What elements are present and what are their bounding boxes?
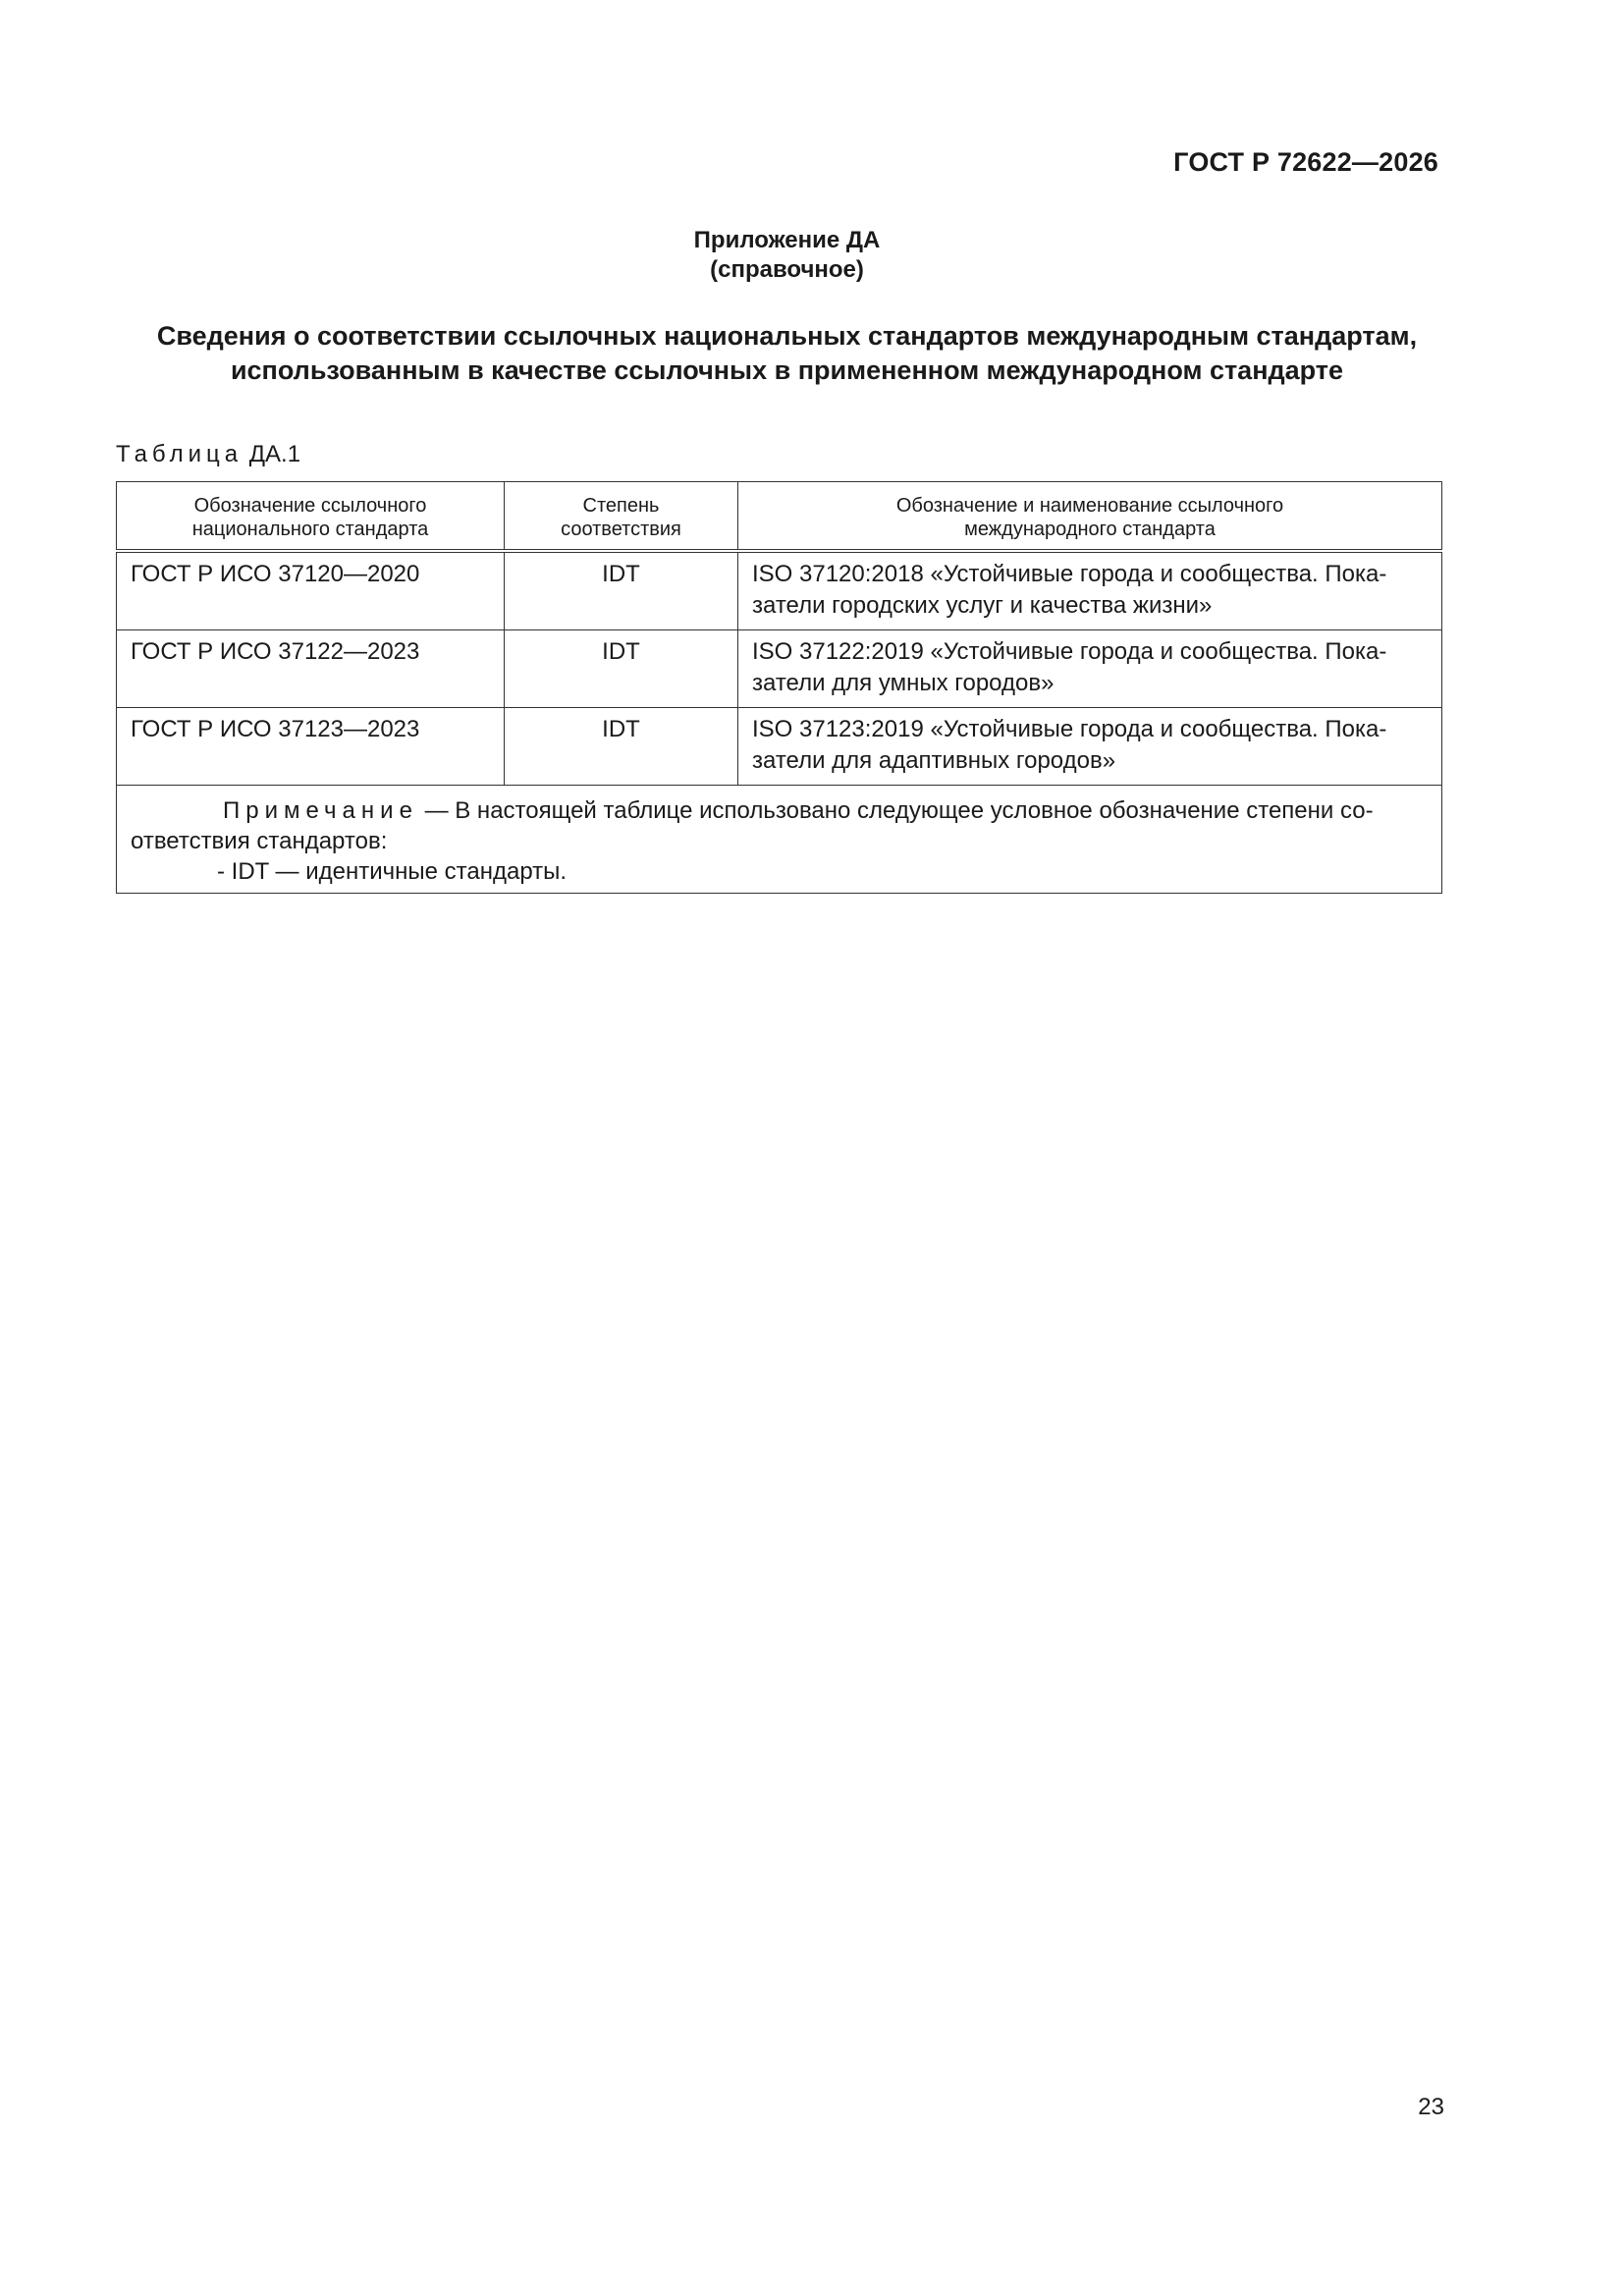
table-caption-label: Таблица: [116, 441, 243, 467]
appendix-subtitle: (справочное): [710, 256, 864, 283]
table-row: [117, 630, 1442, 708]
section-title-line-2: использованным в качестве ссылочных в примененном международном стандарте: [230, 355, 1344, 385]
degree-cell: IDT: [505, 630, 738, 708]
appendix-title: Приложение ДА: [693, 227, 881, 253]
header-national-line-2: национального стандарта: [191, 519, 429, 540]
document-code: ГОСТ Р 72622—2026: [1173, 147, 1438, 177]
header-international-line-1: Обозначение и наименование ссылочного: [895, 495, 1284, 517]
table-header-row: [117, 482, 1442, 552]
note-label: Примечание: [223, 797, 418, 824]
international-line-1: ISO 37123:2019 «Устойчивые города и сообщества. Пока-: [752, 716, 1387, 742]
section-title-line-1: Сведения о соответствии ссылочных национальных стандартов международным стандартам,: [156, 321, 1418, 351]
header-degree-line-2: соответствия: [561, 519, 681, 540]
international-standard-cell: [738, 708, 1442, 786]
international-line-1: ISO 37122:2019 «Устойчивые города и сообщества. Пока-: [752, 638, 1387, 665]
table-note-row: [117, 786, 1442, 894]
international-line-1: ISO 37120:2018 «Устойчивые города и сообщества. Пока-: [752, 561, 1387, 587]
international-line-2: затели для адаптивных городов»: [752, 747, 1116, 774]
table-row: [117, 708, 1442, 786]
international-line-2: затели для умных городов»: [752, 670, 1055, 696]
national-standard-cell: ГОСТ Р ИСО 37122—2023: [117, 630, 505, 708]
note-text-1: — В настоящей таблице использовано следующее условное обозначение степени со-: [417, 797, 1374, 824]
note-line-2: ответствия стандартов:: [131, 828, 388, 854]
header-degree-line-1: Степень: [582, 495, 660, 517]
international-standard-cell: [738, 551, 1442, 630]
header-international-line-2: международного стандарта: [964, 519, 1216, 540]
header-international-standard: [738, 482, 1442, 552]
table-note: [117, 786, 1442, 894]
note-line-1: [131, 795, 1428, 826]
national-standard-cell: ГОСТ Р ИСО 37123—2023: [117, 708, 505, 786]
international-line-2: затели городских услуг и качества жизни»: [752, 592, 1213, 619]
header-national-standard: [117, 482, 505, 552]
section-title: [98, 319, 1476, 388]
international-standard-cell: [738, 630, 1442, 708]
table-row: [117, 551, 1442, 630]
appendix-heading: [0, 226, 1574, 285]
degree-cell: IDT: [505, 551, 738, 630]
note-list-item: - IDT — идентичные стандарты.: [217, 858, 568, 885]
table-caption-number: ДА.1: [248, 441, 301, 467]
table-caption: [116, 441, 300, 468]
header-degree: [505, 482, 738, 552]
standards-table: [116, 481, 1442, 894]
header-national-line-1: Обозначение ссылочного: [193, 495, 427, 517]
degree-cell: IDT: [505, 708, 738, 786]
national-standard-cell: ГОСТ Р ИСО 37120—2020: [117, 551, 505, 630]
page-number: 23: [1418, 2094, 1444, 2120]
